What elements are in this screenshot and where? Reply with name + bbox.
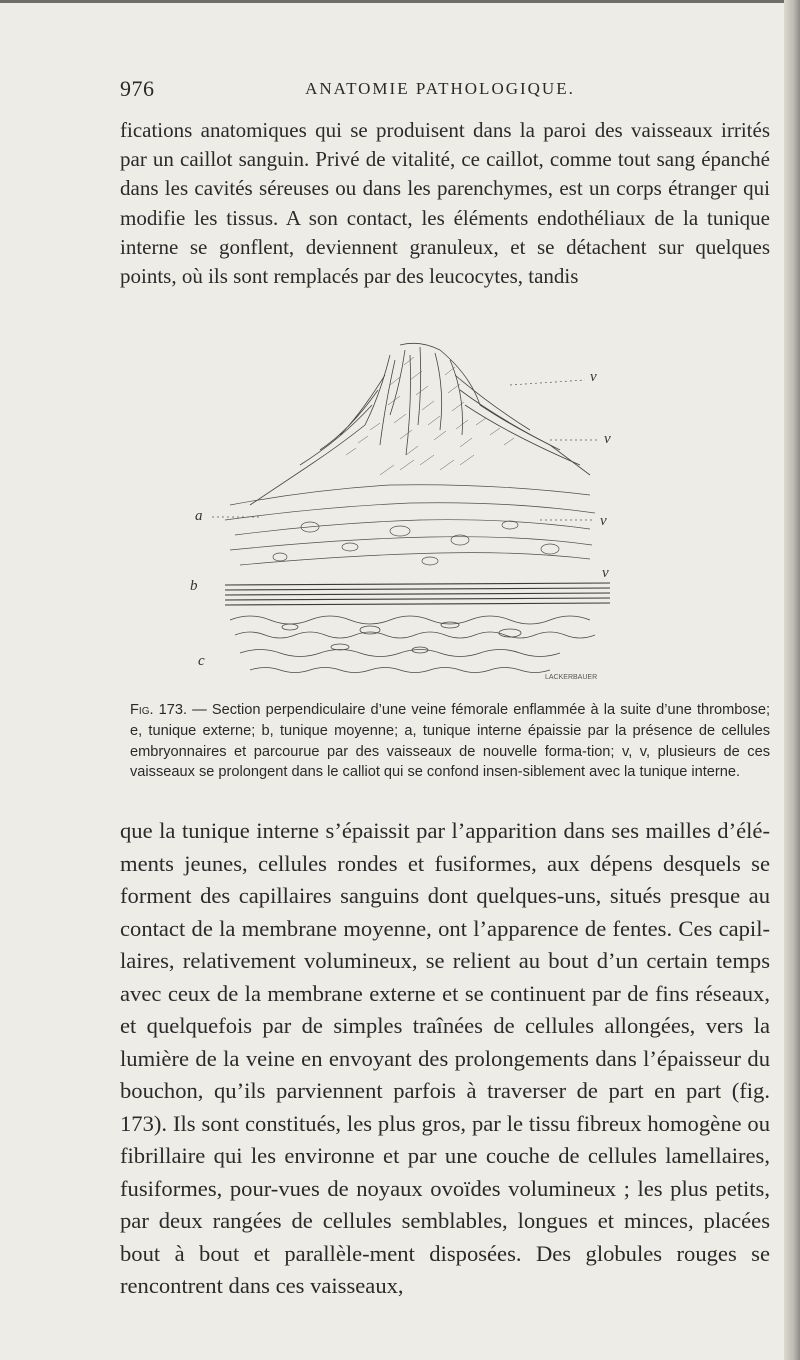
body-paragraph-top: fications anatomiques qui se produisent dans la paroi des vaisseaux irrités par un caillot sanguin. Privé de vitalité, ce caillot, comme tout sang épanché dans les cavités séreuses ou dans les parenchymes, est un corps étranger qui modifie les tissus. A son contact, les éléments endothéliaux de la tunique interne se gonflent, deviennent granuleux, et se détachent sur quelques points, où ils sont remplacés par des leucocytes, tandis [120,118,770,289]
figure-caption [130,700,770,783]
clot-region [250,343,590,505]
figure-label-v-low: v [602,565,609,581]
caption-text: — Section perpendiculaire d’une veine fémorale enflammée à la suite d’une thrombose; e, tunique externe; b, tunique moyenne; a, tunique interne épaissie par la présence de cellules embryonnaires et parcourue par des vaisseaux de nouvelle forma-tion; v, v, plusieurs de ces vaisseaux se prolongent dans le calliot qui se confond insen-siblement avec la tunique interne. [130,702,771,781]
figure-label-c: c [198,653,205,669]
page-header [120,76,760,110]
figure-label-a: a [195,508,203,524]
figure-label-v-mid2: v [600,513,607,529]
body-paragraph-bottom: que la tunique interne s’épaissit par l’apparition dans ses mailles d’élé-ments jeunes, cellules rondes et fusiformes, aux dépens desquels se forment des capillaires sanguins dont quelques-uns, situés presque au contact de la membrane moyenne, ont l’apparence de fentes. Ces capil-laires, relativement volumineux, se relient au bout d’un certain temps avec ceux de la membrane externe et se continuent par de fins réseaux, et quelquefois par de simples traînées de cellules allongées, vers la lumière de la veine en envoyant des prolongements dans l’épaisseur du bouchon, qu’ils parviennent parfois à traverser de part en part (fig. 173). Ils sont constitués, les plus gros, par le tissu fibreux homogène ou fibrillaire qui les environne et par une couche de cellules lamellaires, fusiformes, pour-vues de noyaux ovoïdes volumineux ; les plus petits, par deux rangées de cellules semblables, longues et minces, placées bout à bout et parallèle-ment disposées. Des globules rouges se rencontrent dans ces vaisseaux, [120,818,770,1298]
page-number: 976 [120,76,155,101]
engraver-signature: LACKERBAUER [545,674,598,681]
figure-label-v-mid1: v [604,431,611,447]
scan-border-right [784,0,800,1360]
figure-label-v-top: v [590,369,597,385]
figure-173-illustration [190,335,630,695]
scan-border-top [0,0,784,3]
inner-tunic-layer [225,485,595,565]
vein-section-engraving [190,335,630,695]
figure-number: Fig. 173. [130,702,188,718]
external-tunic-layer [230,616,595,673]
middle-tunic-layer [225,583,610,605]
figure-label-b: b [190,578,198,594]
label-leaders [212,380,600,520]
running-title: ANATOMIE PATHOLOGIQUE. [305,79,575,98]
clot-hatching [346,357,514,475]
